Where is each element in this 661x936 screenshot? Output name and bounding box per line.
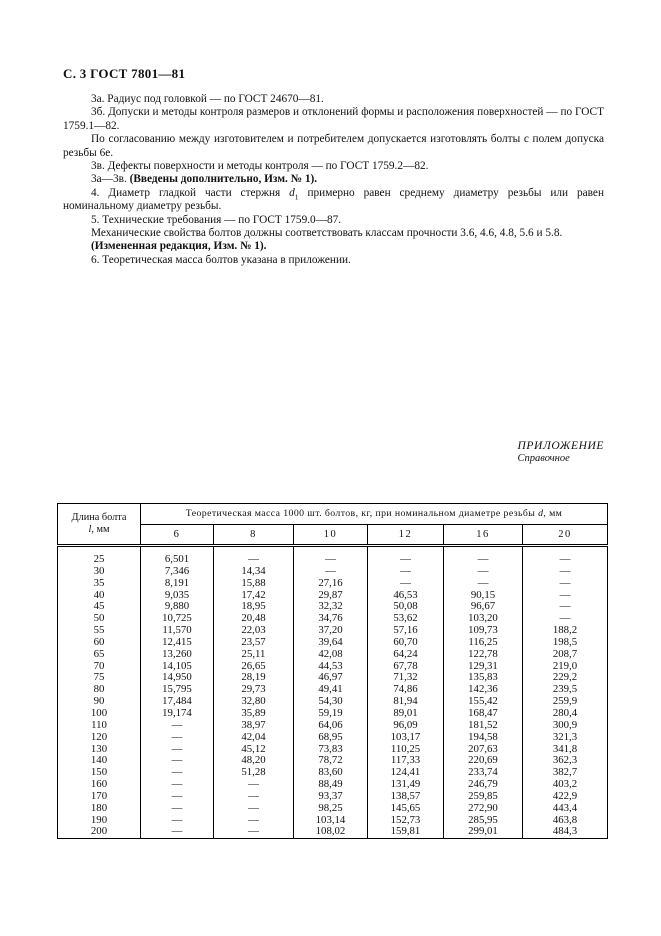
mass-value-cell: 116,25 bbox=[444, 637, 523, 649]
mass-value-cell: — bbox=[368, 546, 444, 566]
mass-value-cell: 484,3 bbox=[523, 826, 608, 838]
diameter-col-header: 20 bbox=[523, 525, 608, 546]
mass-value-cell: 54,30 bbox=[294, 696, 368, 708]
paragraph-5 bbox=[63, 214, 604, 227]
mass-value-cell: — bbox=[368, 566, 444, 578]
mass-value-cell: 45,12 bbox=[214, 744, 294, 756]
mass-value-cell: — bbox=[523, 546, 608, 566]
mass-value-cell: 219,0 bbox=[523, 661, 608, 673]
page-title: С. 3 ГОСТ 7801—81 bbox=[63, 66, 186, 81]
mass-value-cell: 27,16 bbox=[294, 578, 368, 590]
mass-value-cell: 57,16 bbox=[368, 625, 444, 637]
paragraph-3v bbox=[63, 160, 604, 173]
mass-value-cell: 280,4 bbox=[523, 708, 608, 720]
mass-value-cell: 208,7 bbox=[523, 649, 608, 661]
bolt-length-header-line1: Длина болта bbox=[71, 512, 127, 523]
paragraph-agreement bbox=[63, 133, 604, 160]
table-body bbox=[58, 546, 608, 839]
mass-value-cell: 9,880 bbox=[141, 601, 214, 613]
mass-value-cell: — bbox=[214, 826, 294, 838]
mass-value-cell: 18,95 bbox=[214, 601, 294, 613]
mass-value-cell: 272,90 bbox=[444, 803, 523, 815]
paragraph-text: Механические свойства болтов должны соответствовать классам прочности 3.6, 4.6, 4.8, 5.6 и 5.8. bbox=[91, 227, 563, 240]
variable-l: l bbox=[88, 524, 92, 535]
bolt-length-cell: 200 bbox=[58, 826, 141, 838]
mass-value-cell: — bbox=[141, 744, 214, 756]
mass-value-cell: — bbox=[141, 779, 214, 791]
mass-value-cell: 68,95 bbox=[294, 732, 368, 744]
mass-value-cell: 29,73 bbox=[214, 684, 294, 696]
bolt-length-cell: 110 bbox=[58, 720, 141, 732]
mass-value-cell: — bbox=[141, 791, 214, 803]
bolt-length-cell: 60 bbox=[58, 637, 141, 649]
table-row bbox=[58, 546, 608, 566]
appendix-block bbox=[518, 440, 604, 464]
mass-value-cell: 155,42 bbox=[444, 696, 523, 708]
mass-value-cell: — bbox=[214, 791, 294, 803]
mass-value-cell: 239,5 bbox=[523, 684, 608, 696]
mass-value-cell: 122,78 bbox=[444, 649, 523, 661]
mass-value-cell: 89,01 bbox=[368, 708, 444, 720]
mass-value-cell: 129,31 bbox=[444, 661, 523, 673]
mass-value-cell: 422,9 bbox=[523, 791, 608, 803]
bolt-length-cell: 90 bbox=[58, 696, 141, 708]
mass-value-cell: 96,09 bbox=[368, 720, 444, 732]
table-row bbox=[58, 732, 608, 744]
paragraph-text: 3в. Дефекты поверхности и методы контроля — по ГОСТ 1759.2—82. bbox=[91, 160, 429, 173]
bolt-length-unit: , мм bbox=[91, 524, 110, 535]
mass-value-cell: 109,73 bbox=[444, 625, 523, 637]
mass-value-cell: 49,41 bbox=[294, 684, 368, 696]
mass-value-cell: 103,17 bbox=[368, 732, 444, 744]
mass-value-cell: 67,78 bbox=[368, 661, 444, 673]
mass-value-cell: — bbox=[141, 815, 214, 827]
bolt-length-cell: 55 bbox=[58, 625, 141, 637]
mass-value-cell: 463,8 bbox=[523, 815, 608, 827]
mass-value-cell: — bbox=[141, 826, 214, 838]
table-row bbox=[58, 803, 608, 815]
mass-value-cell: 14,950 bbox=[141, 672, 214, 684]
bolt-length-cell: 45 bbox=[58, 601, 141, 613]
mass-value-cell: 17,42 bbox=[214, 590, 294, 602]
diameter-col-header: 16 bbox=[444, 525, 523, 546]
mass-value-cell: 131,49 bbox=[368, 779, 444, 791]
mass-value-cell: 20,48 bbox=[214, 613, 294, 625]
paragraph-revision-note bbox=[63, 240, 604, 253]
mass-span-header-unit: , мм bbox=[543, 508, 563, 519]
paragraph-3a-3v-note bbox=[63, 173, 604, 186]
table-row bbox=[58, 826, 608, 838]
mass-value-cell: 25,11 bbox=[214, 649, 294, 661]
mass-value-cell: — bbox=[444, 566, 523, 578]
mass-value-cell: — bbox=[444, 578, 523, 590]
mass-value-cell: 108,02 bbox=[294, 826, 368, 838]
mass-value-cell: 42,04 bbox=[214, 732, 294, 744]
mass-value-cell: 6,501 bbox=[141, 546, 214, 566]
mass-value-cell: 142,36 bbox=[444, 684, 523, 696]
mass-value-cell: 11,570 bbox=[141, 625, 214, 637]
mass-value-cell: 135,83 bbox=[444, 672, 523, 684]
bolt-length-cell: 40 bbox=[58, 590, 141, 602]
mass-value-cell: 300,9 bbox=[523, 720, 608, 732]
mass-value-cell: — bbox=[214, 779, 294, 791]
diameter-col-header: 10 bbox=[294, 525, 368, 546]
variable-d1: d bbox=[289, 186, 295, 199]
bolt-length-cell: 130 bbox=[58, 744, 141, 756]
appendix-subtitle: Справочное bbox=[517, 453, 570, 464]
paragraph-3a bbox=[63, 93, 604, 106]
mass-value-cell: — bbox=[523, 613, 608, 625]
paragraph-4 bbox=[63, 187, 604, 214]
mass-value-cell: — bbox=[214, 546, 294, 566]
table-row bbox=[58, 720, 608, 732]
mass-value-cell: 19,174 bbox=[141, 708, 214, 720]
mass-value-cell: — bbox=[141, 755, 214, 767]
paragraph-text: 5. Технические требования — по ГОСТ 1759.0—87. bbox=[91, 213, 342, 226]
mass-value-cell: 73,83 bbox=[294, 744, 368, 756]
mass-value-cell: 88,49 bbox=[294, 779, 368, 791]
bolt-length-cell: 180 bbox=[58, 803, 141, 815]
mass-value-cell: 299,01 bbox=[444, 826, 523, 838]
mass-value-cell: — bbox=[294, 566, 368, 578]
mass-value-cell: 194,58 bbox=[444, 732, 523, 744]
mass-value-cell: 9,035 bbox=[141, 590, 214, 602]
mass-value-cell: 90,15 bbox=[444, 590, 523, 602]
bolt-length-cell: 25 bbox=[58, 546, 141, 566]
theoretical-mass-table bbox=[57, 503, 608, 839]
mass-value-cell: 138,57 bbox=[368, 791, 444, 803]
mass-value-cell: — bbox=[294, 546, 368, 566]
bolt-length-cell: 140 bbox=[58, 755, 141, 767]
mass-value-cell: 96,67 bbox=[444, 601, 523, 613]
bolt-length-cell: 70 bbox=[58, 661, 141, 673]
bolt-length-cell: 190 bbox=[58, 815, 141, 827]
mass-value-cell: 46,97 bbox=[294, 672, 368, 684]
mass-value-cell: — bbox=[214, 815, 294, 827]
bolt-length-cell: 160 bbox=[58, 779, 141, 791]
bolt-length-header bbox=[58, 504, 141, 546]
mass-value-cell: 259,85 bbox=[444, 791, 523, 803]
mass-span-header bbox=[141, 504, 608, 525]
mass-value-cell: 12,415 bbox=[141, 637, 214, 649]
mass-value-cell: 22,03 bbox=[214, 625, 294, 637]
mass-value-cell: 124,41 bbox=[368, 767, 444, 779]
paragraph-3b bbox=[63, 106, 604, 133]
table-row bbox=[58, 791, 608, 803]
mass-value-cell: 13,260 bbox=[141, 649, 214, 661]
mass-value-cell: 51,28 bbox=[214, 767, 294, 779]
mass-value-cell: 229,2 bbox=[523, 672, 608, 684]
mass-value-cell: 38,97 bbox=[214, 720, 294, 732]
mass-value-cell: 71,32 bbox=[368, 672, 444, 684]
paragraph-6 bbox=[63, 254, 604, 267]
mass-value-cell: 44,53 bbox=[294, 661, 368, 673]
mass-value-cell: 285,95 bbox=[444, 815, 523, 827]
paragraph-text: 3б. Допуски и методы контроля размеров и отклонений формы и расположения поверхностей — по ГОСТ 1759.1—82. bbox=[63, 106, 604, 132]
mass-value-cell: 74,86 bbox=[368, 684, 444, 696]
table-row bbox=[58, 649, 608, 661]
mass-value-cell: 26,65 bbox=[214, 661, 294, 673]
mass-value-cell: 42,08 bbox=[294, 649, 368, 661]
amendment-note-bold: (Введены дополнительно, Изм. № 1). bbox=[129, 173, 318, 186]
variable-d1-subscript: 1 bbox=[294, 192, 299, 202]
mass-value-cell: — bbox=[523, 578, 608, 590]
mass-value-cell: 246,79 bbox=[444, 779, 523, 791]
mass-value-cell: 198,5 bbox=[523, 637, 608, 649]
diameter-col-header: 12 bbox=[368, 525, 444, 546]
bolt-length-cell: 30 bbox=[58, 566, 141, 578]
mass-value-cell: 341,8 bbox=[523, 744, 608, 756]
diameter-col-header: 6 bbox=[141, 525, 214, 546]
mass-value-cell: 382,7 bbox=[523, 767, 608, 779]
bolt-length-cell: 100 bbox=[58, 708, 141, 720]
mass-value-cell: 110,25 bbox=[368, 744, 444, 756]
mass-value-cell: 35,89 bbox=[214, 708, 294, 720]
mass-value-cell: — bbox=[523, 601, 608, 613]
mass-value-cell: 362,3 bbox=[523, 755, 608, 767]
diameter-col-header: 8 bbox=[214, 525, 294, 546]
mass-value-cell: 78,72 bbox=[294, 755, 368, 767]
mass-value-cell: 220,69 bbox=[444, 755, 523, 767]
bolt-length-cell: 80 bbox=[58, 684, 141, 696]
mass-value-cell: — bbox=[141, 732, 214, 744]
bolt-length-cell: 50 bbox=[58, 613, 141, 625]
mass-value-cell: 32,80 bbox=[214, 696, 294, 708]
bolt-length-cell: 75 bbox=[58, 672, 141, 684]
mass-value-cell: — bbox=[368, 578, 444, 590]
mass-value-cell: 233,74 bbox=[444, 767, 523, 779]
table-row bbox=[58, 637, 608, 649]
main-text bbox=[63, 93, 604, 267]
mass-value-cell: 443,4 bbox=[523, 803, 608, 815]
mass-value-cell: — bbox=[523, 566, 608, 578]
mass-value-cell: 14,34 bbox=[214, 566, 294, 578]
bolt-length-cell: 35 bbox=[58, 578, 141, 590]
mass-value-cell: 37,20 bbox=[294, 625, 368, 637]
mass-value-cell: 83,60 bbox=[294, 767, 368, 779]
mass-value-cell: 207,63 bbox=[444, 744, 523, 756]
mass-value-cell: — bbox=[444, 546, 523, 566]
mass-value-cell: 117,33 bbox=[368, 755, 444, 767]
table-header bbox=[58, 504, 608, 546]
mass-value-cell: 39,64 bbox=[294, 637, 368, 649]
mass-value-cell: 259,9 bbox=[523, 696, 608, 708]
mass-value-cell: 159,81 bbox=[368, 826, 444, 838]
bolt-length-cell: 65 bbox=[58, 649, 141, 661]
bolt-length-cell: 120 bbox=[58, 732, 141, 744]
paragraph-text: 3а—3в. bbox=[91, 173, 130, 186]
mass-value-cell: 48,20 bbox=[214, 755, 294, 767]
table-header-row-2 bbox=[58, 525, 608, 546]
table-row bbox=[58, 566, 608, 578]
bolt-length-cell: 170 bbox=[58, 791, 141, 803]
mass-span-header-text: Теоретическая масса 1000 шт. болтов, кг, при номинальном диаметре резьбы bbox=[185, 508, 539, 519]
mass-value-cell: 93,37 bbox=[294, 791, 368, 803]
mass-value-cell: 152,73 bbox=[368, 815, 444, 827]
mass-value-cell: 53,62 bbox=[368, 613, 444, 625]
mass-value-cell: 8,191 bbox=[141, 578, 214, 590]
table-header-row-1 bbox=[58, 504, 608, 525]
mass-value-cell: 10,725 bbox=[141, 613, 214, 625]
variable-d: d bbox=[538, 508, 544, 519]
mass-value-cell: 103,20 bbox=[444, 613, 523, 625]
bolt-length-cell: 150 bbox=[58, 767, 141, 779]
mass-value-cell: 403,2 bbox=[523, 779, 608, 791]
paragraph-mechanical bbox=[63, 227, 604, 240]
mass-value-cell: — bbox=[141, 767, 214, 779]
mass-value-cell: 81,94 bbox=[368, 696, 444, 708]
mass-value-cell: 59,19 bbox=[294, 708, 368, 720]
mass-value-cell: 23,57 bbox=[214, 637, 294, 649]
mass-value-cell: — bbox=[141, 803, 214, 815]
mass-value-cell: 14,105 bbox=[141, 661, 214, 673]
mass-value-cell: 60,70 bbox=[368, 637, 444, 649]
mass-value-cell: 15,795 bbox=[141, 684, 214, 696]
mass-value-cell: 181,52 bbox=[444, 720, 523, 732]
paragraph-text: По согласованию между изготовителем и потребителем допускается изготовлять болты с полем допуска резьбы 6е. bbox=[63, 133, 604, 159]
mass-value-cell: 15,88 bbox=[214, 578, 294, 590]
mass-value-cell: 103,14 bbox=[294, 815, 368, 827]
mass-value-cell: 29,87 bbox=[294, 590, 368, 602]
paragraph-text: 6. Теоретическая масса болтов указана в приложении. bbox=[91, 253, 351, 266]
mass-value-cell: 64,06 bbox=[294, 720, 368, 732]
mass-value-cell: 32,32 bbox=[294, 601, 368, 613]
mass-table-container bbox=[57, 503, 608, 839]
mass-value-cell: 46,53 bbox=[368, 590, 444, 602]
mass-value-cell: 98,25 bbox=[294, 803, 368, 815]
mass-value-cell: — bbox=[214, 803, 294, 815]
mass-value-cell: 64,24 bbox=[368, 649, 444, 661]
mass-value-cell: 188,2 bbox=[523, 625, 608, 637]
mass-value-cell: — bbox=[523, 590, 608, 602]
mass-value-cell: 34,76 bbox=[294, 613, 368, 625]
paragraph-text: 3а. Радиус под головкой — по ГОСТ 24670—81. bbox=[91, 93, 324, 105]
table-row bbox=[58, 578, 608, 590]
revision-note-bold: (Измененная редакция, Изм. № 1). bbox=[91, 240, 267, 253]
appendix-title: ПРИЛОЖЕНИЕ bbox=[517, 440, 604, 452]
mass-value-cell: 28,19 bbox=[214, 672, 294, 684]
paragraph-text: 4. Диаметр гладкой части стержня bbox=[91, 186, 290, 199]
paragraph-text: примерно равен среднему диаметру резьбы или равен номинальному диаметру резьбы. bbox=[63, 186, 604, 213]
mass-value-cell: 145,65 bbox=[368, 803, 444, 815]
mass-value-cell: — bbox=[141, 720, 214, 732]
mass-value-cell: 7,346 bbox=[141, 566, 214, 578]
mass-value-cell: 17,484 bbox=[141, 696, 214, 708]
mass-value-cell: 321,3 bbox=[523, 732, 608, 744]
mass-value-cell: 50,08 bbox=[368, 601, 444, 613]
mass-value-cell: 168,47 bbox=[444, 708, 523, 720]
